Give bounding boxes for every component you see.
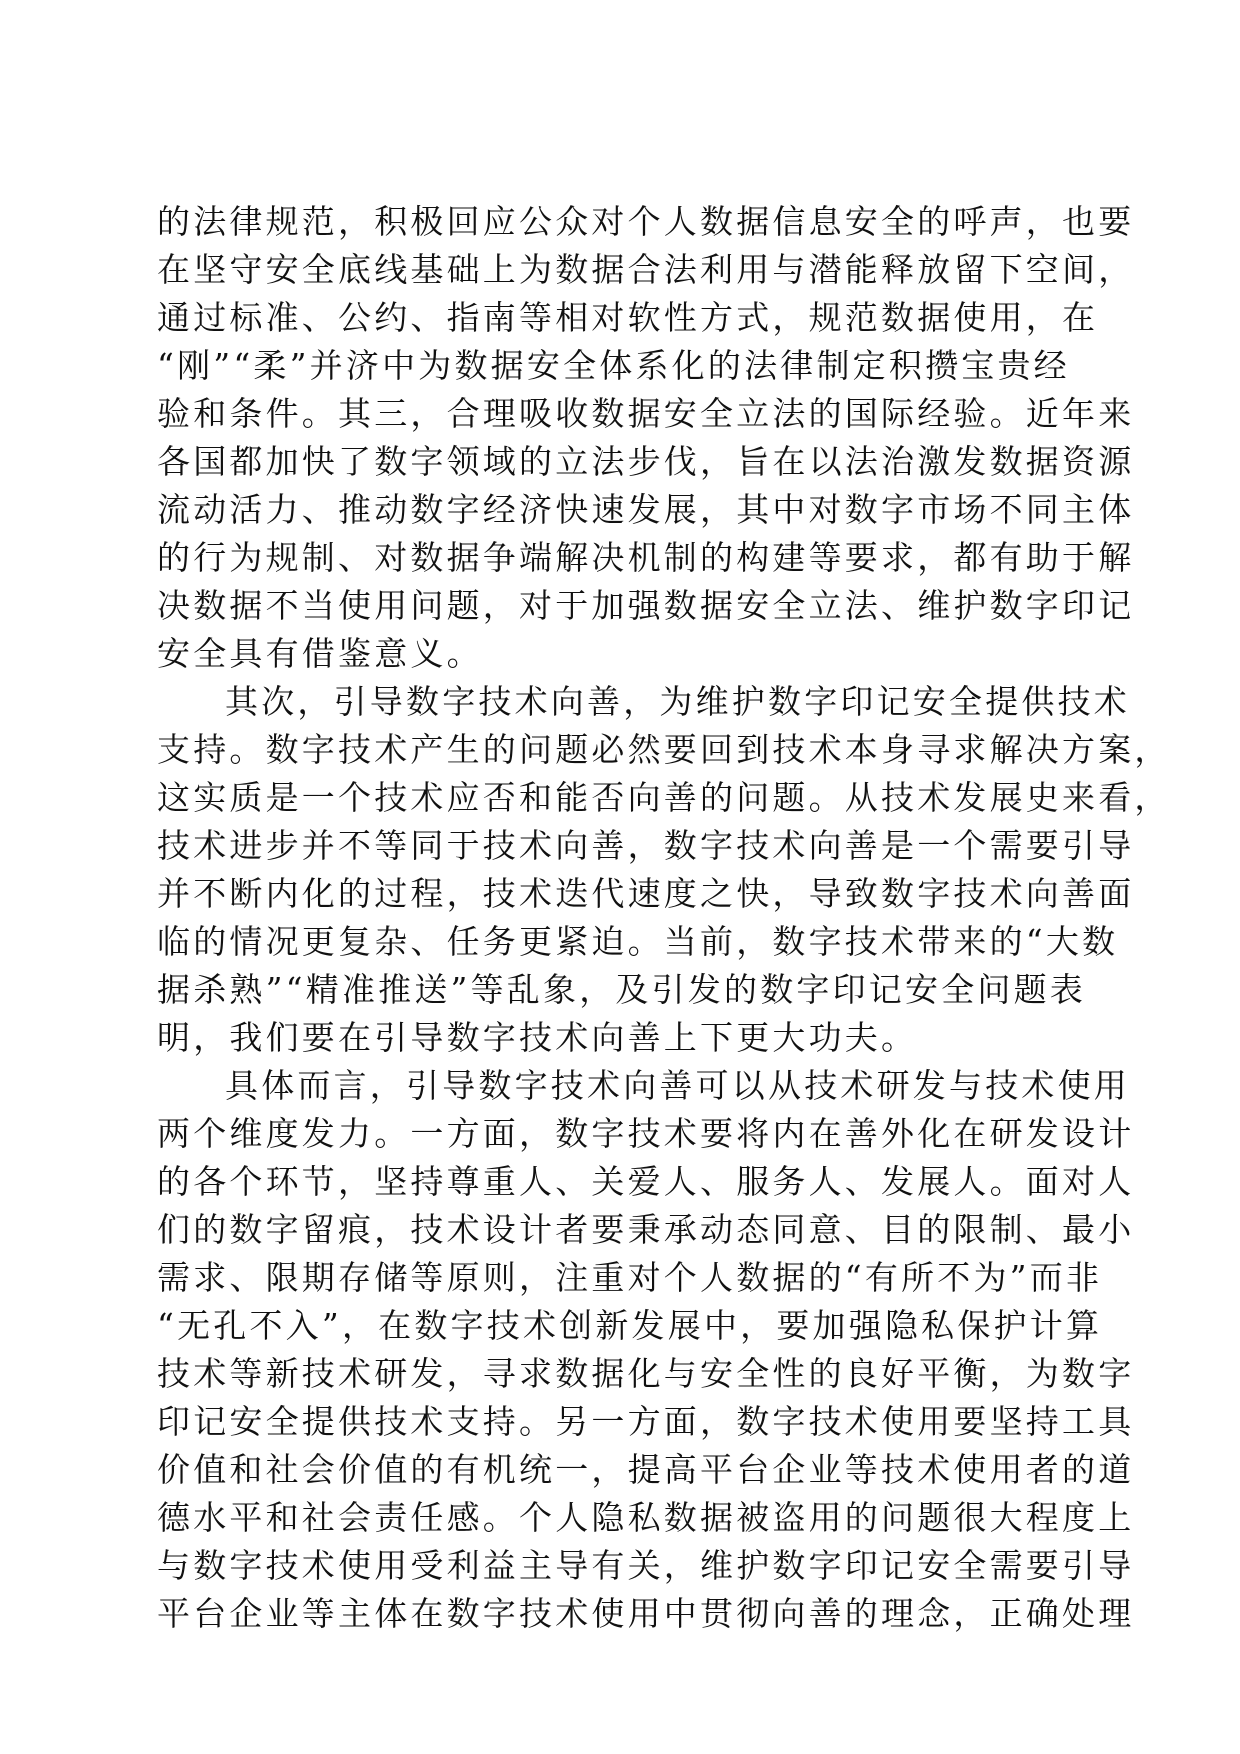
text-line: 明，我们要在引导数字技术向善上下更大功夫。: [157, 1018, 918, 1057]
text-line: 这实质是一个技术应否和能否向善的问题。从技术发展史来看，: [157, 778, 1171, 817]
paragraph-first-line: 具体而言，引导数字技术向善可以从技术研发与技术使用: [225, 1066, 1130, 1105]
text-line: 决数据不当使用问题，对于加强数据安全立法、维护数字印记: [157, 586, 1135, 625]
text-line: 技术等新技术研发，寻求数据化与安全性的良好平衡，为数字: [157, 1354, 1135, 1393]
text-line: 在坚守安全底线基础上为数据合法利用与潜能释放留下空间，: [157, 250, 1135, 289]
text-line: 据杀熟”“精准推送”等乱象，及引发的数字印记安全问题表: [157, 970, 1087, 1009]
paragraph-first-line: 其次，引导数字技术向善，为维护数字印记安全提供技术: [225, 682, 1130, 721]
text-line: 价值和社会价值的有机统一，提高平台企业等技术使用者的道: [157, 1450, 1135, 1489]
text-line: “刚”“柔”并济中为数据安全体系化的法律制定积攒宝贵经: [157, 346, 1070, 385]
text-line: 流动活力、推动数字经济快速发展，其中对数字市场不同主体: [157, 490, 1135, 529]
text-line: “无孔不入”，在数字技术创新发展中，要加强隐私保护计算: [157, 1306, 1103, 1345]
text-line: 验和条件。其三，合理吸收数据安全立法的国际经验。近年来: [157, 394, 1135, 433]
text-line: 各国都加快了数字领域的立法步伐，旨在以法治激发数据资源: [157, 442, 1135, 481]
text-line: 支持。数字技术产生的问题必然要回到技术本身寻求解决方案，: [157, 730, 1171, 769]
text-line: 平台企业等主体在数字技术使用中贯彻向善的理念，正确处理: [157, 1594, 1135, 1633]
text-line: 通过标准、公约、指南等相对软性方式，规范数据使用，在: [157, 298, 1099, 337]
text-line: 的行为规制、对数据争端解决机制的构建等要求，都有助于解: [157, 538, 1135, 577]
text-line: 的各个环节，坚持尊重人、关爱人、服务人、发展人。面对人: [157, 1162, 1135, 1201]
text-line: 德水平和社会责任感。个人隐私数据被盗用的问题很大程度上: [157, 1498, 1135, 1537]
text-line: 与数字技术使用受利益主导有关，维护数字印记安全需要引导: [157, 1546, 1135, 1585]
text-line: 们的数字留痕，技术设计者要秉承动态同意、目的限制、最小: [157, 1210, 1135, 1249]
text-line: 并不断内化的过程，技术迭代速度之快，导致数字技术向善面: [157, 874, 1135, 913]
body-text: [157, 198, 1171, 1638]
text-line: 临的情况更复杂、任务更紧迫。当前，数字技术带来的“大数: [157, 922, 1119, 961]
text-line: 两个维度发力。一方面，数字技术要将内在善外化在研发设计: [157, 1114, 1135, 1153]
text-line: 印记安全提供技术支持。另一方面，数字技术使用要坚持工具: [157, 1402, 1135, 1441]
text-line: 技术进步并不等同于技术向善，数字技术向善是一个需要引导: [157, 826, 1135, 865]
text-line: 的法律规范，积极回应公众对个人数据信息安全的呼声，也要: [157, 202, 1135, 241]
text-line: 安全具有借鉴意义。: [157, 634, 483, 673]
text-line: 需求、限期存储等原则，注重对个人数据的“有所不为”而非: [157, 1258, 1103, 1297]
